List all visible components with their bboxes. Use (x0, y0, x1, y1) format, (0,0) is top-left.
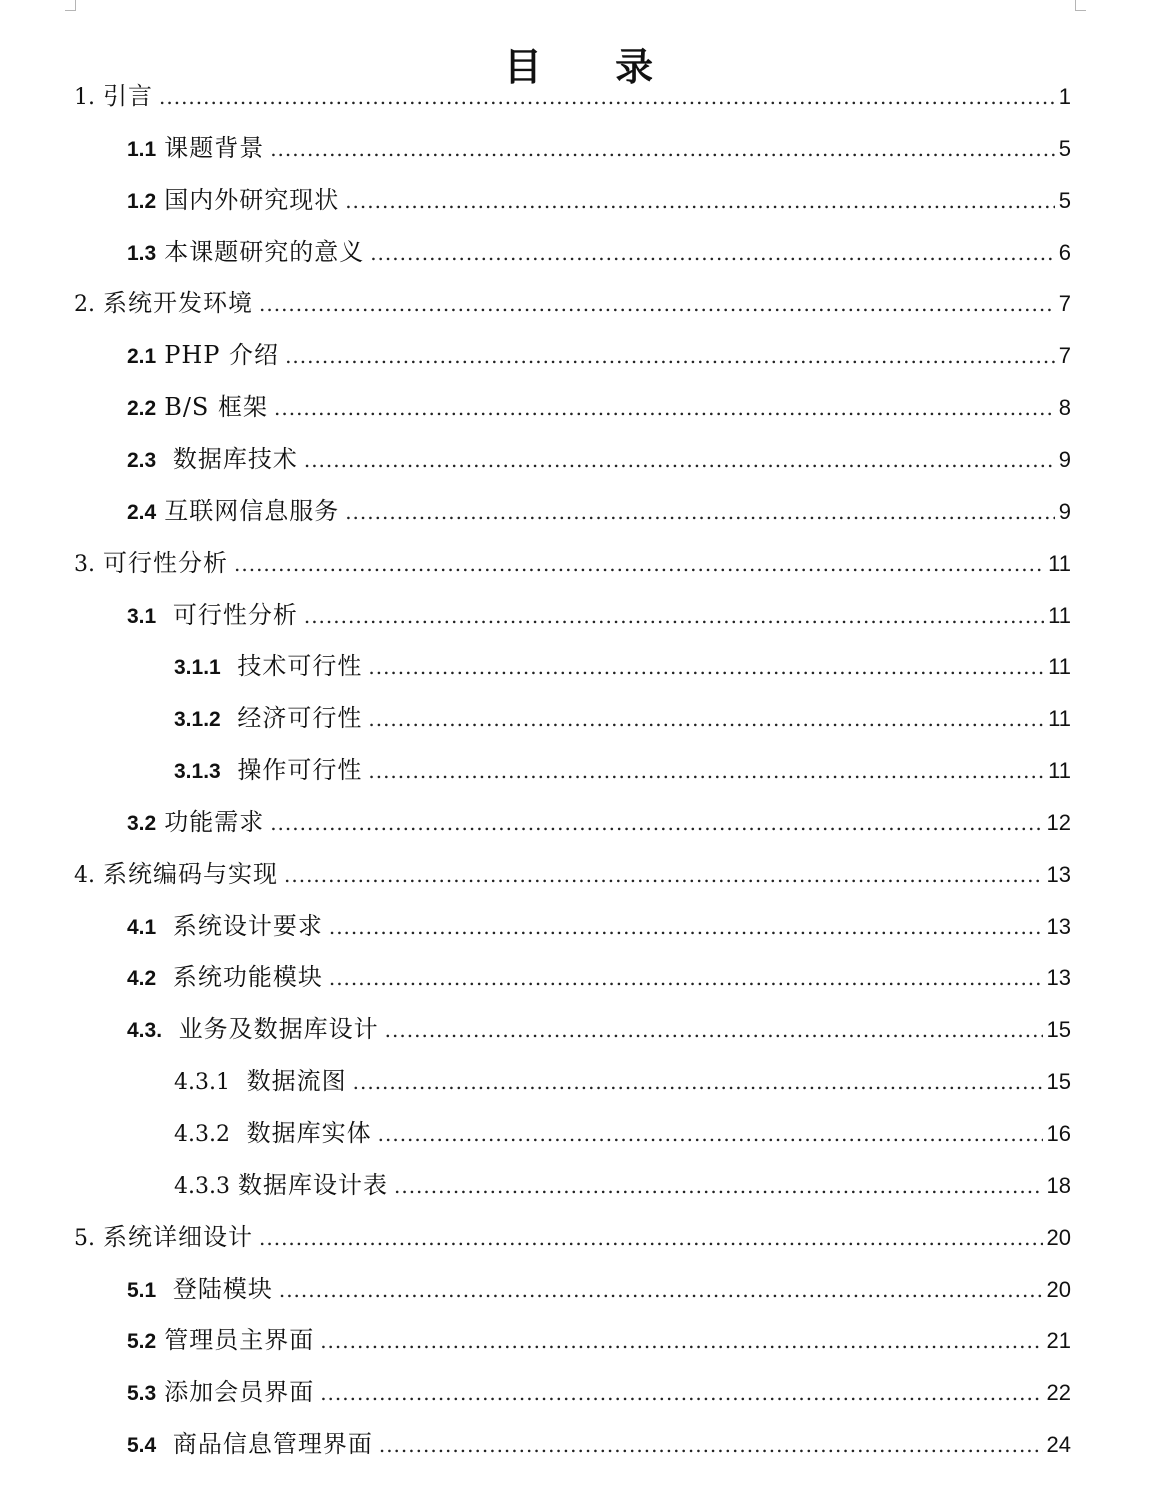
toc-entry[interactable] (127, 906, 1071, 946)
toc-entry-page-number: 11 (1048, 758, 1071, 784)
toc-entry-number: 1.2 (127, 189, 157, 213)
toc-entry-title: 技术可行性 (228, 652, 363, 681)
toc-entry-number: 3.2 (127, 811, 157, 835)
page-corner-mark-right (1075, 0, 1086, 11)
toc-entry[interactable] (127, 1424, 1071, 1464)
toc-entry-number: 1. (74, 85, 95, 110)
toc-entry-page-number: 5 (1058, 135, 1071, 161)
toc-entry-number: 3.1.1 (174, 656, 221, 680)
toc-entry-number: 4.3.3 (174, 1173, 230, 1199)
toc-dot-leader (285, 336, 1055, 376)
toc-dot-leader (259, 284, 1055, 324)
toc-entry-title: 数据流图 (237, 1067, 347, 1096)
toc-dot-leader (270, 129, 1055, 169)
toc-entry-page-number: 9 (1058, 446, 1071, 472)
toc-dot-leader (304, 596, 1044, 636)
toc-dot-leader (320, 1373, 1042, 1413)
toc-entry-title: 经济可行性 (228, 704, 363, 733)
toc-entry[interactable] (127, 802, 1071, 842)
toc-entry[interactable] (127, 491, 1071, 531)
toc-entry-page-number: 22 (1046, 1380, 1071, 1406)
toc-entry-number: 5.1 (127, 1278, 157, 1302)
toc-entry-number: 5.3 (127, 1382, 157, 1406)
toc-entry-page-number: 6 (1058, 239, 1071, 265)
toc-entry-title: 互联网信息服务 (164, 496, 340, 525)
toc-entry-number: 3.1.2 (174, 708, 221, 732)
toc-dot-leader (159, 77, 1055, 117)
toc-entry-page-number: 21 (1046, 1328, 1071, 1354)
toc-entry-title: 数据库技术 (164, 444, 298, 473)
toc-entry-number: 1.1 (127, 137, 157, 161)
toc-entry-number: 2.4 (127, 500, 157, 524)
page-title: 目 录 (503, 45, 684, 90)
toc-entry[interactable] (174, 698, 1071, 738)
toc-entry-number: 2.2 (127, 397, 157, 421)
toc-entry-title: 数据库实体 (237, 1119, 372, 1147)
toc-dot-leader (259, 1218, 1043, 1258)
toc-entry-title: 操作可行性 (228, 756, 363, 785)
toc-dot-leader (379, 1425, 1043, 1465)
toc-entry[interactable] (174, 1061, 1071, 1101)
page-corner-mark-left (65, 0, 76, 11)
toc-dot-leader (234, 544, 1044, 584)
toc-entry[interactable] (74, 543, 1071, 583)
toc-dot-leader (368, 699, 1044, 739)
toc-dot-leader (385, 1010, 1043, 1050)
toc-entry-title: 添加会员界面 (164, 1378, 315, 1407)
toc-entry[interactable] (74, 854, 1071, 894)
toc-entry-title: B/S 框架 (164, 393, 268, 422)
toc-entry-number: 2.1 (127, 345, 157, 369)
toc-entry[interactable] (127, 1372, 1071, 1412)
toc-entry-title: 系统编码与实现 (103, 859, 278, 888)
toc-entry[interactable] (74, 76, 1071, 116)
toc-entry-page-number: 18 (1046, 1172, 1071, 1198)
toc-dot-leader (320, 1321, 1042, 1361)
toc-dot-leader (368, 647, 1044, 687)
toc-entry[interactable] (127, 1320, 1071, 1360)
toc-entry[interactable] (127, 595, 1071, 635)
toc-entry-page-number: 5 (1058, 187, 1071, 213)
toc-entry-number: 5.2 (127, 1330, 157, 1354)
toc-entry[interactable] (174, 1165, 1071, 1205)
toc-dot-leader (394, 1166, 1043, 1206)
toc-entry-title: 课题背景 (164, 133, 265, 162)
toc-dot-leader (368, 751, 1044, 791)
toc-dot-leader (329, 958, 1043, 998)
toc-entry[interactable] (127, 1269, 1071, 1309)
toc-entry-title: 引言 (103, 82, 153, 110)
toc-entry-title: 业务及数据库设计 (170, 1015, 379, 1044)
toc-dot-leader (345, 181, 1055, 221)
toc-dot-leader (329, 907, 1043, 947)
toc-entry-title: 管理员主界面 (164, 1326, 315, 1355)
toc-entry[interactable] (127, 1009, 1071, 1049)
toc-entry-page-number: 15 (1046, 1069, 1071, 1095)
toc-entry-title: 本课题研究的意义 (164, 237, 365, 266)
toc-entry-title: PHP 介绍 (164, 341, 280, 370)
toc-entry-number: 5. (74, 1225, 95, 1251)
toc-entry-number: 4.3.1 (174, 1070, 230, 1096)
toc-entry-title: 数据库设计表 (237, 1170, 388, 1199)
toc-dot-leader (353, 1062, 1043, 1102)
toc-entry-page-number: 15 (1046, 1017, 1071, 1043)
toc-entry[interactable] (74, 1217, 1071, 1257)
toc-entry-number: 4. (74, 862, 95, 888)
toc-entry[interactable] (127, 387, 1071, 427)
toc-entry-title: 系统开发环境 (103, 289, 253, 318)
toc-dot-leader (345, 492, 1055, 532)
toc-dot-leader (284, 855, 1043, 895)
toc-entry-number: 4.3.2 (174, 1122, 230, 1147)
toc-entry-title: 系统详细设计 (103, 1222, 253, 1251)
toc-entry[interactable] (127, 439, 1071, 479)
toc-entry-page-number: 1 (1058, 84, 1071, 109)
toc-entry-number: 4.3. (127, 1019, 163, 1043)
toc-entry-page-number: 20 (1046, 1224, 1071, 1250)
toc-entry-page-number: 13 (1046, 861, 1071, 887)
toc-entry[interactable] (127, 335, 1071, 375)
toc-entry[interactable] (127, 180, 1071, 220)
toc-entry-title: 可行性分析 (164, 600, 298, 629)
toc-entry-page-number: 13 (1046, 913, 1071, 939)
toc-entry-number: 5.4 (127, 1434, 157, 1458)
toc-dot-leader (279, 1270, 1043, 1310)
toc-entry-title: 可行性分析 (103, 548, 228, 577)
toc-entry-page-number: 11 (1048, 654, 1071, 680)
toc-entry-number: 1.3 (127, 241, 157, 265)
toc-dot-leader (378, 1114, 1043, 1154)
toc-entry-page-number: 12 (1046, 809, 1071, 835)
toc-entry[interactable] (127, 128, 1071, 168)
toc-entry[interactable] (174, 750, 1071, 790)
toc-dot-leader (304, 440, 1055, 480)
toc-entry-number: 3.1 (127, 604, 157, 628)
toc-entry-title: 系统功能模块 (164, 963, 323, 992)
toc-entry-title: 登陆模块 (164, 1274, 273, 1303)
toc-entry-page-number: 11 (1048, 706, 1071, 732)
toc-entry-number: 3.1.3 (174, 760, 221, 784)
toc-entry-title: 商品信息管理界面 (164, 1430, 373, 1459)
toc-entry[interactable] (127, 957, 1071, 997)
toc-entry-page-number: 8 (1058, 395, 1071, 421)
toc-entry-page-number: 13 (1046, 965, 1071, 991)
toc-entry-title: 系统设计要求 (164, 911, 323, 940)
toc-dot-leader (270, 803, 1042, 843)
toc-entry[interactable] (74, 283, 1071, 323)
toc-entry-title: 国内外研究现状 (164, 185, 340, 214)
toc-entry-page-number: 11 (1048, 550, 1071, 576)
toc-entry-page-number: 9 (1058, 498, 1071, 524)
toc-dot-leader (370, 233, 1055, 273)
toc-entry-page-number: 24 (1046, 1432, 1071, 1458)
toc-entry-page-number: 11 (1048, 602, 1071, 628)
toc-entry[interactable] (127, 232, 1071, 272)
toc-entry[interactable] (174, 646, 1071, 686)
toc-entry-page-number: 7 (1058, 291, 1071, 317)
toc-entry-title: 功能需求 (164, 807, 265, 836)
toc-entry-number: 4.1 (127, 915, 157, 939)
toc-entry-number: 2. (74, 292, 95, 318)
toc-dot-leader (274, 388, 1055, 428)
toc-entry-number: 4.2 (127, 967, 157, 991)
toc-entry-number: 3. (74, 551, 95, 577)
toc-entry-page-number: 20 (1046, 1276, 1071, 1302)
toc-entry-number: 2.3 (127, 448, 157, 472)
toc-entry-page-number: 16 (1046, 1121, 1071, 1146)
toc-entry-page-number: 7 (1058, 343, 1071, 369)
toc-entry[interactable] (174, 1113, 1071, 1153)
